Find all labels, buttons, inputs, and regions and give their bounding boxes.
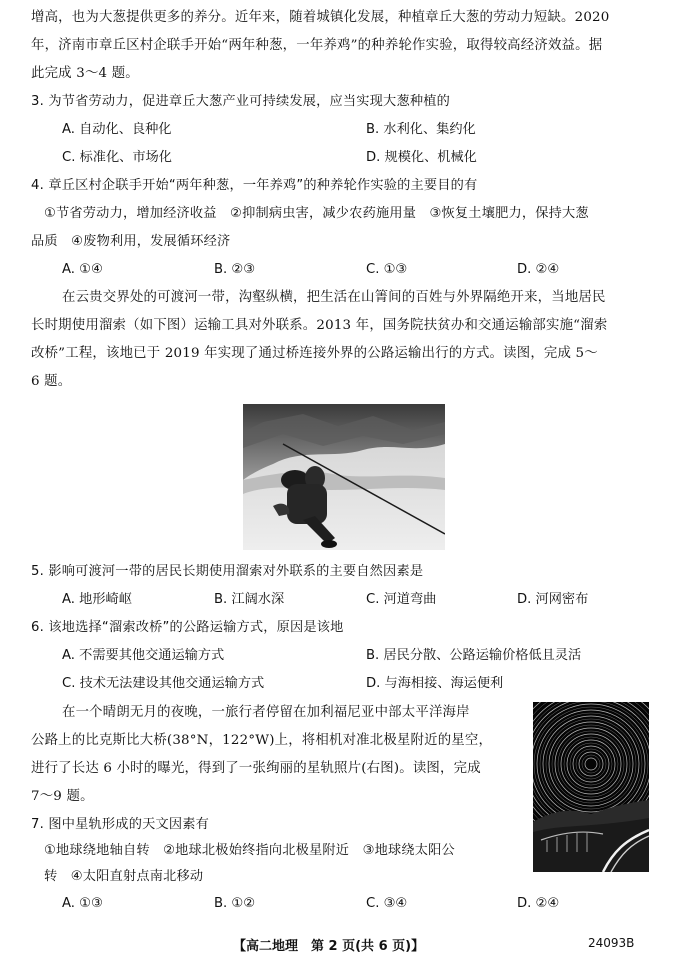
question-4-stem: 4. 章丘区村企联手开始“两年种葱，一年养鸡”的种养轮作实验的主要目的有 — [31, 178, 478, 193]
question-7-option-b: B. ①② — [214, 896, 256, 911]
question-3-option-c: C. 标准化、市场化 — [62, 150, 172, 165]
paper-code: 24093B — [588, 936, 635, 950]
passage2-line-4: 6 题。 — [31, 374, 72, 389]
question-4-statements-1: ①节省劳动力，增加经济收益 ②抑制病虫害，减少农药施用量 ③恢复土壤肥力，保持大葱 — [44, 206, 589, 221]
page-footer: 【高二地理 第 2 页(共 6 页)】 — [233, 939, 425, 954]
question-7-option-d: D. ②④ — [517, 896, 560, 911]
passage2-line-1: 在云贵交界处的可渡河一带，沟壑纵横，把生活在山箐间的百姓与外界隔绝开来，当地居民 — [62, 290, 606, 305]
star-trail-illustration — [533, 702, 649, 872]
question-3-stem: 3. 为节省劳动力，促进章丘大葱产业可持续发展，应当实现大葱种植的 — [31, 94, 450, 109]
passage2-line-2: 长时期使用溜索（如下图）运输工具对外联系。2013 年，国务院扶贫办和交通运输部实施“溜索 — [31, 318, 608, 333]
passage3-line-1: 在一个晴朗无月的夜晚，一旅行者停留在加利福尼亚中部太平洋海岸 — [62, 705, 470, 720]
question-6-option-c: C. 技术无法建设其他交通运输方式 — [62, 676, 265, 691]
passage1-line-1: 增高，也为大葱提供更多的养分。近年来，随着城镇化发展，种植章丘大葱的劳动力短缺。2020 — [31, 10, 610, 25]
question-4-option-a: A. ①④ — [62, 262, 103, 277]
zipline-photo-illustration — [243, 404, 445, 550]
question-5-option-a: A. 地形崎岖 — [62, 592, 132, 607]
star-trail-photo — [533, 702, 649, 872]
question-5-option-c: C. 河道弯曲 — [366, 592, 437, 607]
question-4-option-d: D. ②④ — [517, 262, 560, 277]
question-6-option-b: B. 居民分散、公路运输价格低且灵活 — [366, 648, 582, 663]
passage1-line-3: 此完成 3～4 题。 — [31, 66, 139, 81]
question-6-option-d: D. 与海相接、海运便利 — [366, 676, 504, 691]
question-7-statements-1: ①地球绕地轴自转 ②地球北极始终指向北极星附近 ③地球绕太阳公 — [44, 843, 455, 858]
zipline-photo — [243, 404, 445, 550]
question-6-option-a: A. 不需要其他交通运输方式 — [62, 648, 225, 663]
question-5-option-d: D. 河网密布 — [517, 592, 589, 607]
passage2-line-3: 改桥”工程，该地已于 2019 年实现了通过桥连接外界的公路运输出行的方式。读图，完成 5～ — [31, 346, 598, 361]
question-5-option-b: B. 江阔水深 — [214, 592, 285, 607]
question-7-statements-2: 转 ④太阳直射点南北移动 — [44, 869, 204, 884]
question-7-option-a: A. ①③ — [62, 896, 103, 911]
question-3-option-d: D. 规模化、机械化 — [366, 150, 477, 165]
question-5-stem: 5. 影响可渡河一带的居民长期使用溜索对外联系的主要自然因素是 — [31, 564, 424, 579]
question-4-option-c: C. ①③ — [366, 262, 408, 277]
question-6-stem: 6. 该地选择“溜索改桥”的公路运输方式，原因是该地 — [31, 620, 344, 635]
question-3-option-a: A. 自动化、良种化 — [62, 122, 172, 137]
question-7-option-c: C. ③④ — [366, 896, 408, 911]
question-3-option-b: B. 水利化、集约化 — [366, 122, 476, 137]
question-4-option-b: B. ②③ — [214, 262, 256, 277]
question-4-statements-2: 品质 ④废物利用，发展循环经济 — [31, 234, 231, 249]
question-7-stem: 7. 图中星轨形成的天文因素有 — [31, 817, 210, 832]
passage3-line-3: 进行了长达 6 小时的曝光，得到了一张绚丽的星轨照片(右图)。读图，完成 — [31, 761, 481, 776]
passage1-line-2: 年，济南市章丘区村企联手开始“两年种葱，一年养鸡”的种养轮作实验，取得较高经济效益。据 — [31, 38, 603, 53]
passage3-line-4: 7～9 题。 — [31, 789, 94, 804]
passage3-line-2: 公路上的比克斯比大桥(38°N，122°W)上，将相机对准北极星附近的星空， — [31, 733, 493, 748]
